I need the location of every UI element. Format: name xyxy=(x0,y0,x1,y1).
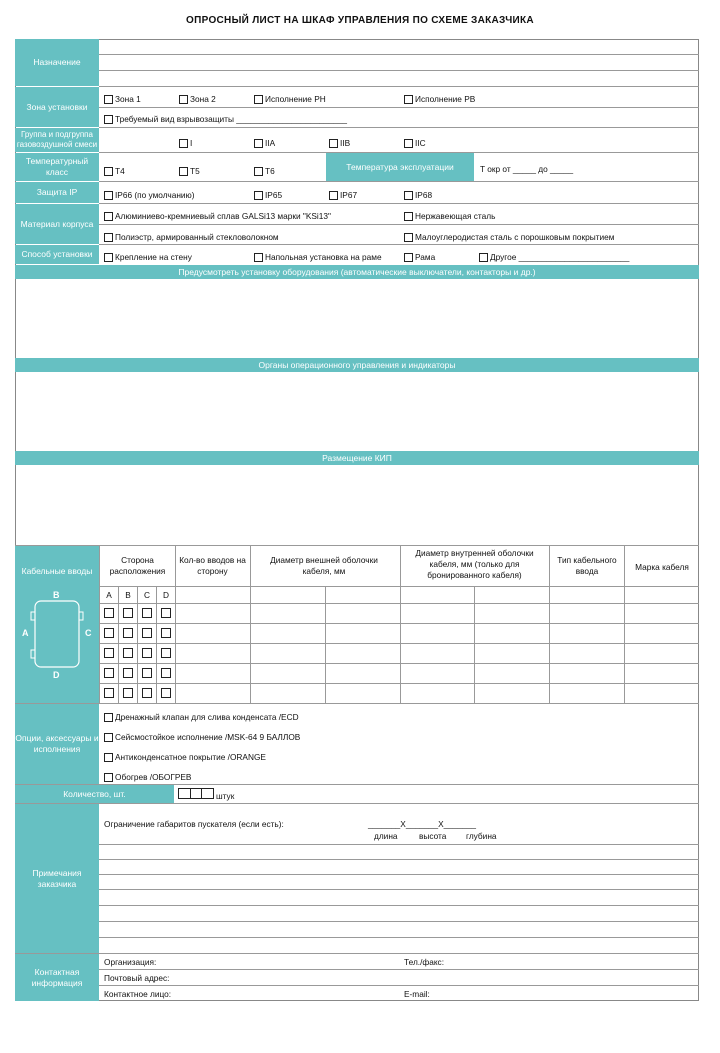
side-checkbox[interactable] xyxy=(142,648,152,658)
side-checkbox[interactable] xyxy=(104,608,114,618)
phone-fax-field[interactable]: Тел./факс: xyxy=(404,957,445,967)
checkbox-box[interactable] xyxy=(179,167,188,176)
side-checkbox[interactable] xyxy=(161,628,171,638)
quantity-digit xyxy=(191,789,203,798)
section-controls-header: Органы операционного управления и индикаторы xyxy=(15,358,699,372)
postal-address-field[interactable]: Почтовый адрес: xyxy=(104,973,170,983)
kip-textarea[interactable] xyxy=(16,465,698,544)
quantity-digit xyxy=(202,789,213,798)
checkbox-material-stainless[interactable]: Нержавеющая сталь xyxy=(404,207,495,221)
checkbox-group-i[interactable]: I xyxy=(179,134,192,148)
checkbox-frame[interactable]: Рама xyxy=(404,248,435,262)
side-letter-b: B xyxy=(125,590,131,600)
equipment-textarea[interactable] xyxy=(16,279,698,357)
divider xyxy=(99,127,699,128)
checkbox-box[interactable] xyxy=(404,139,413,148)
checkbox-box[interactable] xyxy=(104,233,113,242)
divider xyxy=(156,587,157,703)
checkbox-box[interactable] xyxy=(404,212,413,221)
checkbox-group-iib[interactable]: IIB xyxy=(329,134,350,148)
controls-textarea[interactable] xyxy=(16,372,698,450)
side-checkbox[interactable] xyxy=(104,668,114,678)
divider xyxy=(99,224,699,225)
divider xyxy=(250,546,251,703)
label-operating-temperature: Температура эксплуатации xyxy=(326,153,474,181)
label-temp-class: Температурный класс xyxy=(15,153,99,181)
notes-line xyxy=(99,889,699,890)
divider xyxy=(99,546,100,703)
checkbox-ip66[interactable]: IP66 (по умолчанию) xyxy=(104,186,195,200)
side-letter-c: C xyxy=(144,590,150,600)
checkbox-required-protection[interactable]: Требуемый вид взрывозащиты ________________________ xyxy=(104,110,347,124)
divider xyxy=(99,586,699,587)
side-checkbox[interactable] xyxy=(123,648,133,658)
checkbox-ip67[interactable]: IP67 xyxy=(329,186,357,200)
checkbox-option-orange[interactable]: Антиконденсатное покрытие /ORANGE xyxy=(104,748,266,762)
label-sposob: Способ установки xyxy=(15,245,99,264)
side-checkbox[interactable] xyxy=(142,668,152,678)
side-checkbox[interactable] xyxy=(123,668,133,678)
checkbox-zona-2[interactable]: Зона 2 xyxy=(179,90,216,104)
divider xyxy=(99,107,699,108)
divider xyxy=(99,70,699,71)
label-contact: Контактная информация xyxy=(15,954,99,1001)
checkbox-box[interactable] xyxy=(254,139,263,148)
checkbox-t4[interactable]: T4 xyxy=(104,162,125,176)
side-checkbox[interactable] xyxy=(161,668,171,678)
checkbox-material-alsi[interactable]: Алюминиево-кремниевый сплав GALSi13 марки "KSi13" xyxy=(104,207,331,221)
col-header-inner-diameter: Диаметр внутренней оболочки кабеля, мм (только для бронированного кабеля) xyxy=(415,548,534,581)
divider xyxy=(99,181,699,182)
divider xyxy=(99,623,699,624)
divider xyxy=(99,86,699,87)
col-header-outer-diameter: Диаметр внешней оболочки кабеля, мм xyxy=(270,555,378,577)
divider xyxy=(15,953,699,954)
divider xyxy=(400,546,401,703)
divider xyxy=(99,985,699,986)
checkbox-ip65[interactable]: IP65 xyxy=(254,186,282,200)
quantity-digit xyxy=(179,789,191,798)
checkbox-group-iic[interactable]: IIC xyxy=(404,134,426,148)
checkbox-box[interactable] xyxy=(104,253,113,262)
checkbox-box[interactable] xyxy=(104,753,113,762)
section-equipment-header: Предусмотреть установку оборудования (автоматические выключатели, контакторы и др.) xyxy=(15,265,699,279)
checkbox-box[interactable] xyxy=(254,167,263,176)
divider xyxy=(624,546,625,703)
side-checkbox[interactable] xyxy=(142,688,152,698)
checkbox-t6[interactable]: T6 xyxy=(254,162,275,176)
label-material: Материал корпуса xyxy=(15,204,99,244)
email-field[interactable]: E-mail: xyxy=(404,989,430,999)
divider xyxy=(549,546,550,703)
checkbox-box[interactable] xyxy=(104,733,113,742)
checkbox-material-polyester[interactable]: Полиэстр, армированный стекловолокном xyxy=(104,228,279,242)
checkbox-wall-mount[interactable]: Крепление на стену xyxy=(104,248,192,262)
checkbox-box[interactable] xyxy=(479,253,488,262)
col-header-gland-type: Тип кабельного ввода xyxy=(557,555,617,577)
col-header-side: Сторона расположения xyxy=(109,555,166,577)
checkbox-box[interactable] xyxy=(104,167,113,176)
label-options: Опции, аксессуары и исполнения xyxy=(15,704,99,784)
side-checkbox[interactable] xyxy=(123,608,133,618)
checkbox-box[interactable] xyxy=(404,233,413,242)
label-gruppa: Группа и подгруппа газовоздушной смеси xyxy=(15,128,99,152)
label-zona: Зона установки xyxy=(15,87,99,127)
side-checkbox[interactable] xyxy=(104,628,114,638)
dim-length-label: длина xyxy=(374,831,398,841)
side-checkbox[interactable] xyxy=(104,648,114,658)
checkbox-floor-mount[interactable]: Напольная установка на раме xyxy=(254,248,382,262)
divider xyxy=(15,703,699,704)
divider xyxy=(99,203,699,204)
checkbox-box[interactable] xyxy=(254,95,263,104)
side-checkbox[interactable] xyxy=(142,628,152,638)
section-kip-header: Размещение КИП xyxy=(15,451,699,465)
notes-line xyxy=(99,859,699,860)
side-checkbox[interactable] xyxy=(123,688,133,698)
notes-line xyxy=(99,937,699,938)
divider xyxy=(15,545,699,546)
divider xyxy=(137,587,138,703)
checkbox-box[interactable] xyxy=(404,253,413,262)
divider xyxy=(474,587,475,703)
notes-line xyxy=(99,844,699,845)
checkbox-option-seismic[interactable]: Сейсмостойкое исполнение /MSK-64 9 БАЛЛОВ xyxy=(104,728,300,742)
dimensions-input[interactable]: _______X_______X_______ xyxy=(368,819,476,829)
divider xyxy=(118,587,119,703)
checkbox-box[interactable] xyxy=(254,191,263,200)
checkbox-group-iia[interactable]: IIA xyxy=(254,134,275,148)
side-checkbox[interactable] xyxy=(161,608,171,618)
checkbox-box[interactable] xyxy=(179,139,188,148)
quantity-input[interactable] xyxy=(178,788,214,799)
organization-field[interactable]: Организация: xyxy=(104,957,157,967)
divider xyxy=(175,546,176,703)
checkbox-option-heating[interactable]: Обогрев /ОБОГРЕВ xyxy=(104,768,191,782)
checkbox-box[interactable] xyxy=(404,95,413,104)
diagram-side-d: D xyxy=(53,670,60,680)
checkbox-other[interactable]: Другое ________________________ xyxy=(479,248,629,262)
label-notes: Примечания заказчика xyxy=(15,804,99,953)
checkbox-box[interactable] xyxy=(104,95,113,104)
label-cable: Кабельные вводы xyxy=(21,566,93,576)
checkbox-material-carbon-steel[interactable]: Малоуглеродистая сталь с порошковым покрытием xyxy=(404,228,614,242)
checkbox-box[interactable] xyxy=(329,191,338,200)
notes-line xyxy=(99,905,699,906)
label-ip: Защита IP xyxy=(15,182,99,203)
divider xyxy=(99,969,699,970)
contact-person-field[interactable]: Контактное лицо: xyxy=(104,989,172,999)
checkbox-box[interactable] xyxy=(104,191,113,200)
side-checkbox[interactable] xyxy=(161,688,171,698)
dim-height-label: высота xyxy=(419,831,447,841)
checkbox-box[interactable] xyxy=(254,253,263,262)
col-header-cable-brand: Марка кабеля xyxy=(635,562,689,572)
divider xyxy=(99,244,699,245)
checkbox-box[interactable] xyxy=(104,713,113,722)
side-letter-d: D xyxy=(163,590,169,600)
divider xyxy=(99,54,699,55)
divider xyxy=(99,663,699,664)
checkbox-t5[interactable]: T5 xyxy=(179,162,200,176)
side-checkbox[interactable] xyxy=(161,648,171,658)
notes-line xyxy=(99,921,699,922)
divider xyxy=(325,587,326,703)
checkbox-box[interactable] xyxy=(179,95,188,104)
checkbox-rn[interactable]: Исполнение РН xyxy=(254,90,326,104)
temperature-range-field[interactable]: T окр от _____ до _____ xyxy=(480,164,574,174)
divider xyxy=(99,683,699,684)
side-checkbox[interactable] xyxy=(123,628,133,638)
starter-dimension-limit-label: Ограничение габаритов пускателя (если есть): xyxy=(104,819,284,829)
checkbox-ip68[interactable]: IP68 xyxy=(404,186,432,200)
page-title: ОПРОСНЫЙ ЛИСТ НА ШКАФ УПРАВЛЕНИЯ ПО СХЕМЕ ЗАКАЗЧИКА xyxy=(186,15,534,26)
label-naznachenie: Назначение xyxy=(15,39,99,86)
side-checkbox[interactable] xyxy=(142,608,152,618)
side-checkbox[interactable] xyxy=(104,688,114,698)
divider xyxy=(99,643,699,644)
diagram-side-c: C xyxy=(85,628,92,638)
notes-line xyxy=(99,874,699,875)
checkbox-rv[interactable]: Исполнение РВ xyxy=(404,90,475,104)
checkbox-box[interactable] xyxy=(104,773,113,782)
checkbox-option-ecd[interactable]: Дренажный клапан для слива конденсата /ECD xyxy=(104,708,299,722)
checkbox-zona-1[interactable]: Зона 1 xyxy=(104,90,141,104)
dim-depth-label: глубина xyxy=(466,831,497,841)
quantity-unit: штук xyxy=(216,791,235,801)
diagram-side-a: A xyxy=(22,628,29,638)
col-header-count: Кол-во вводов на сторону xyxy=(179,555,246,577)
checkbox-box[interactable] xyxy=(404,191,413,200)
checkbox-box[interactable] xyxy=(104,212,113,221)
checkbox-box[interactable] xyxy=(329,139,338,148)
checkbox-box[interactable] xyxy=(104,115,113,124)
label-qty: Количество, шт. xyxy=(15,785,174,803)
diagram-side-b: B xyxy=(53,590,60,600)
divider xyxy=(15,803,699,804)
side-letter-a: A xyxy=(106,590,112,600)
divider xyxy=(99,603,699,604)
